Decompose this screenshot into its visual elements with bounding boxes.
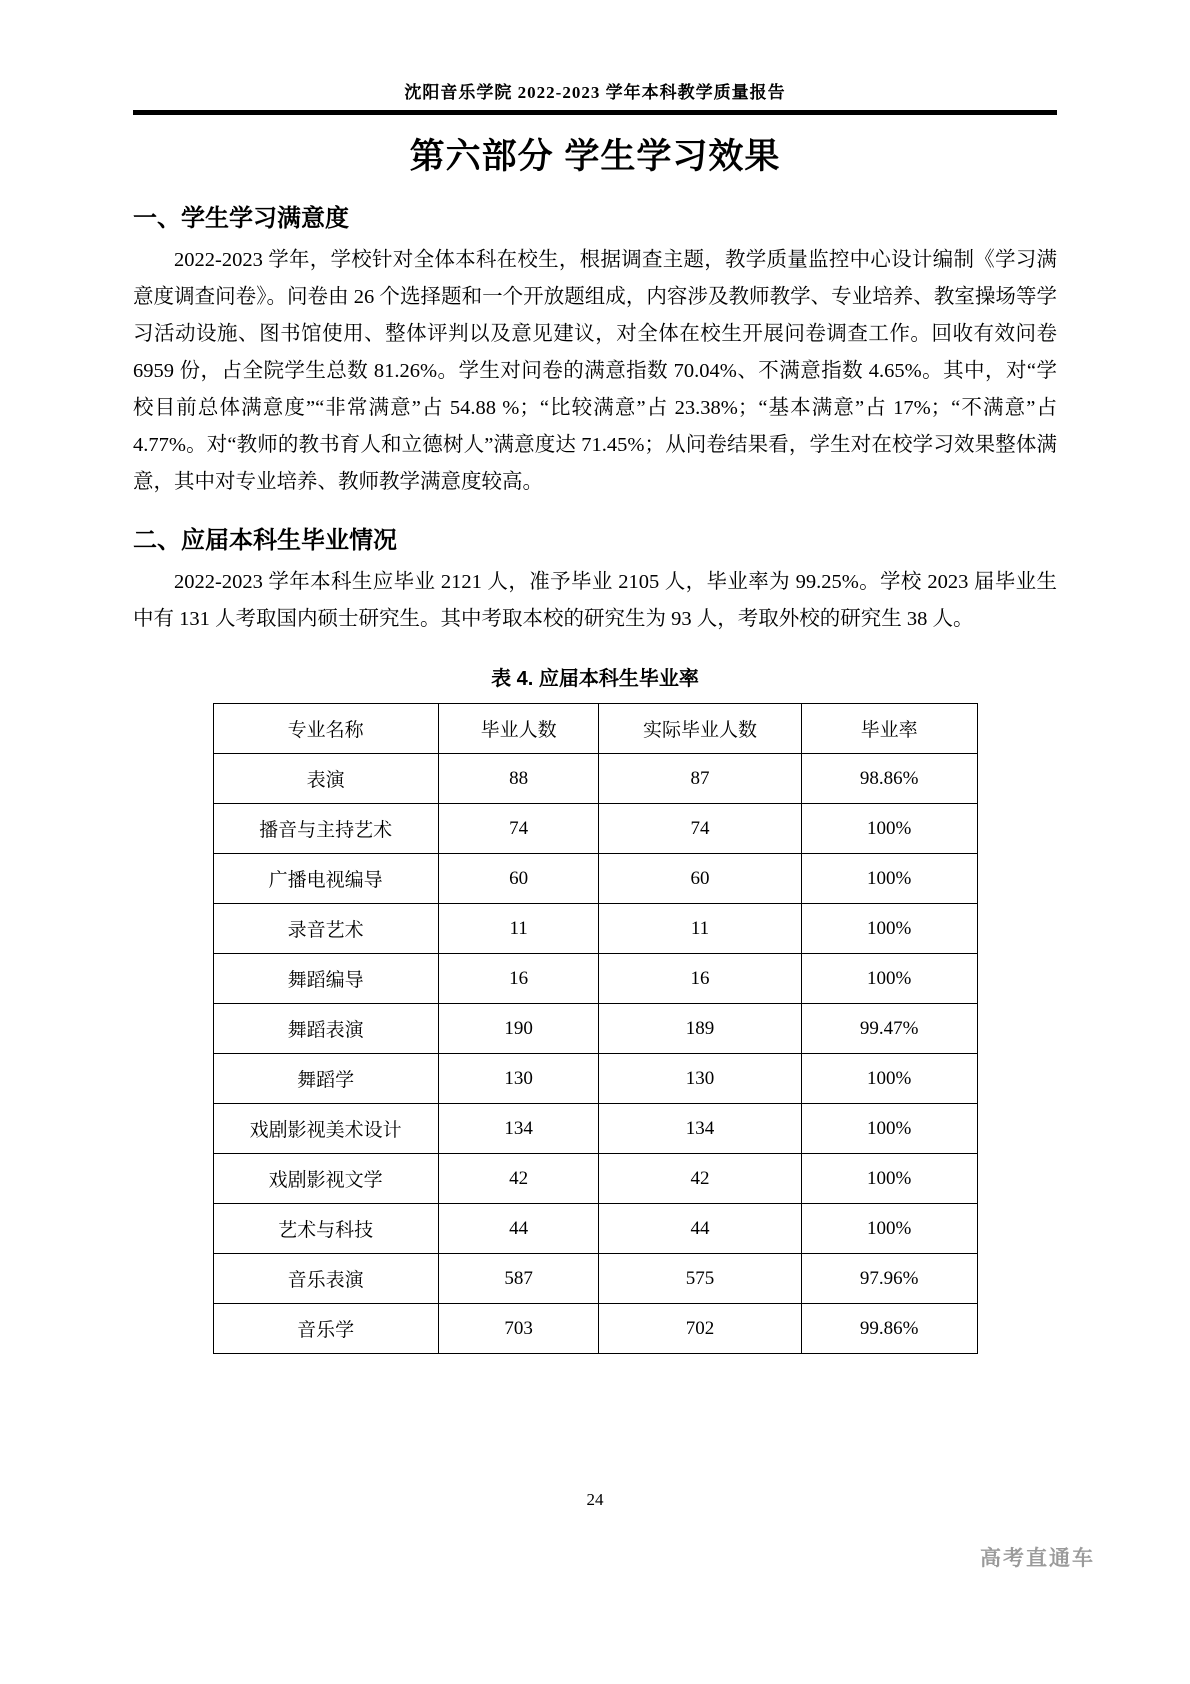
table-cell: 100%: [801, 854, 977, 904]
table-cell: 16: [599, 954, 801, 1004]
header-rule: [133, 110, 1057, 115]
table-row: [213, 754, 977, 804]
table-cell: 100%: [801, 1154, 977, 1204]
table-cell: 艺术与科技: [213, 1204, 438, 1254]
table-cell: 戏剧影视美术设计: [213, 1104, 438, 1154]
table-cell: 11: [438, 904, 598, 954]
table-cell: 88: [438, 754, 598, 804]
table-cell: 舞蹈表演: [213, 1004, 438, 1054]
table-cell: 44: [599, 1204, 801, 1254]
table-cell: 97.96%: [801, 1254, 977, 1304]
table-row: [213, 1204, 977, 1254]
table-header-row: [213, 704, 977, 754]
page-number: 24: [586, 1490, 604, 1509]
document-header: [133, 82, 1057, 115]
table-row: [213, 1154, 977, 1204]
table-cell: 134: [599, 1104, 801, 1154]
column-header-graduation-rate: 毕业率: [801, 704, 977, 754]
table-cell: 87: [599, 754, 801, 804]
section-heading-graduation: 二、应届本科生毕业情况: [133, 526, 397, 554]
column-header-actual-graduates: 实际毕业人数: [599, 704, 801, 754]
table-cell: 100%: [801, 904, 977, 954]
table-row: [213, 904, 977, 954]
table-cell: 舞蹈编导: [213, 954, 438, 1004]
section-heading-satisfaction: 一、学生学习满意度: [133, 204, 349, 232]
table-cell: 134: [438, 1104, 598, 1154]
watermark: 高考直通车: [980, 1547, 1095, 1570]
table-cell: 广播电视编导: [213, 854, 438, 904]
table-cell: 16: [438, 954, 598, 1004]
table-row: [213, 1254, 977, 1304]
page-title: 第六部分 学生学习效果: [409, 137, 781, 176]
table-cell: 130: [438, 1054, 598, 1104]
table-cell: 44: [438, 1204, 598, 1254]
table-cell: 74: [599, 804, 801, 854]
table-row: [213, 954, 977, 1004]
body-paragraph-satisfaction: 2022-2023 学年，学校针对全体本科在校生，根据调查主题，教学质量监控中心设计编制《学习满意度调查问卷》。问卷由 26 个选择题和一个开放题组成，内容涉及教师教学、专业培养、教室操场等学习活动设施、图书馆使用、整体评判以及意见建议，对全体在校生开展问卷调查工作。回收有效问卷 6959 份，占全院学生总数 81.26%。学生对问卷的满意指数 70.04%、不满意指数 4.65%。其中，对“学校目前总体满意度”“非常满意”占 54.88 %；“比较满意”占 23.38%；“基本满意”占 17%；“不满意”占 4.77%。对“教师的教书育人和立德树人”满意度达 71.45%；从问卷结果看，学生对在校学习效果整体满意，其中对专业培养、教师教学满意度较高。: [133, 248, 1057, 493]
table-cell: 74: [438, 804, 598, 854]
body-paragraph-graduation: 2022-2023 学年本科生应毕业 2121 人，准予毕业 2105 人，毕业率为 99.25%。学校 2023 届毕业生中有 131 人考取国内硕士研究生。其中考取本校的研究生为 93 人，考取外校的研究生 38 人。: [133, 571, 1057, 631]
table-cell: 100%: [801, 1054, 977, 1104]
table-cell: 100%: [801, 804, 977, 854]
table-cell: 42: [438, 1154, 598, 1204]
table-cell: 98.86%: [801, 754, 977, 804]
table-cell: 189: [599, 1004, 801, 1054]
table-cell: 表演: [213, 754, 438, 804]
table-cell: 舞蹈学: [213, 1054, 438, 1104]
table-row: [213, 804, 977, 854]
table-body: [213, 754, 977, 1354]
table-cell: 戏剧影视文学: [213, 1154, 438, 1204]
table-row: [213, 1004, 977, 1054]
table-cell: 703: [438, 1304, 598, 1354]
table-cell: 702: [599, 1304, 801, 1354]
table-row: [213, 1104, 977, 1154]
table-cell: 575: [599, 1254, 801, 1304]
running-head: 沈阳音乐学院 2022-2023 学年本科教学质量报告: [404, 83, 786, 102]
table-cell: 60: [438, 854, 598, 904]
table-row: [213, 1054, 977, 1104]
table-cell: 录音艺术: [213, 904, 438, 954]
table-cell: 100%: [801, 954, 977, 1004]
table-cell: 130: [599, 1054, 801, 1104]
table-cell: 99.86%: [801, 1304, 977, 1354]
table-cell: 42: [599, 1154, 801, 1204]
table-row: [213, 854, 977, 904]
table-cell: 99.47%: [801, 1004, 977, 1054]
table-cell: 音乐表演: [213, 1254, 438, 1304]
table-cell: 190: [438, 1004, 598, 1054]
column-header-major: 专业名称: [213, 704, 438, 754]
column-header-graduating-count: 毕业人数: [438, 704, 598, 754]
table-cell: 播音与主持艺术: [213, 804, 438, 854]
table-row: [213, 1304, 977, 1354]
table-cell: 100%: [801, 1204, 977, 1254]
table-cell: 587: [438, 1254, 598, 1304]
table-cell: 100%: [801, 1104, 977, 1154]
table-cell: 音乐学: [213, 1304, 438, 1354]
graduation-rate-table: [213, 703, 978, 1354]
table-cell: 11: [599, 904, 801, 954]
table-cell: 60: [599, 854, 801, 904]
table-caption: 表 4. 应届本科生毕业率: [491, 668, 699, 691]
